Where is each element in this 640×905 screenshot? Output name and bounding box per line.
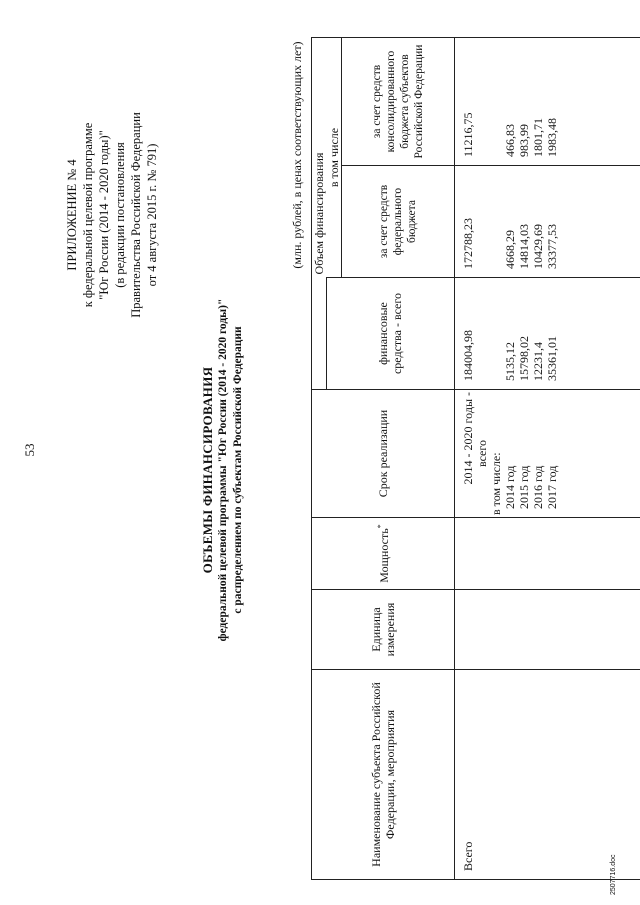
row-period	[454, 390, 640, 518]
value-line: 15798,02	[516, 336, 531, 381]
header-including: в том числе	[327, 38, 342, 278]
period-line: 2016 год	[530, 465, 545, 509]
period-line: всего	[474, 439, 489, 468]
header-federal-budget: за счет средств федерального бюджета	[341, 166, 454, 278]
value-line: 5135,12	[502, 342, 517, 381]
capacity-footnote-mark: *	[376, 524, 386, 529]
header-period: Срок реализации	[312, 390, 455, 518]
value-line: 11216,75	[460, 112, 475, 157]
document-subtitle: федеральной целевой программы "Юг России (2014 - 2020 годы)"	[217, 298, 229, 642]
period-line: 2017 год	[544, 465, 559, 509]
table-row-total	[454, 38, 640, 880]
row-name: Всего	[454, 670, 640, 880]
header-capacity: Мощность*	[312, 518, 455, 590]
value-line: 466,83	[502, 124, 517, 157]
document-title: ОБЪЕМЫ ФИНАНСИРОВАНИЯ	[200, 366, 215, 574]
appendix-header	[64, 65, 160, 365]
appendix-line: к федеральной целевой программе	[81, 122, 95, 308]
appendix-line: "Юг России (2014 - 2020 годы)"	[97, 130, 111, 300]
row-total-funds	[454, 278, 640, 390]
value-line: 983,99	[516, 124, 531, 157]
value-line: 14814,03	[516, 224, 531, 269]
value-line: 12231,4	[530, 342, 545, 381]
row-unit	[454, 590, 640, 670]
value-line: 35361,01	[544, 336, 559, 381]
value-line: 33377,53	[544, 224, 559, 269]
header-total-funds: финансовые средства - всего	[327, 278, 455, 390]
header-unit: Единица измерения	[312, 590, 455, 670]
document-subtitle: с распределением по субъектам Российской Федерации	[232, 326, 244, 614]
value-line: 1983,48	[544, 118, 559, 157]
units-note: (млн. рублей, в ценах соответствующих лет)	[290, 41, 304, 269]
appendix-line: (в редакции постановления	[113, 142, 127, 288]
period-line: 2014 - 2020 годы -	[460, 392, 475, 485]
row-federal-budget	[454, 166, 640, 278]
appendix-line: ПРИЛОЖЕНИЕ № 4	[65, 159, 79, 271]
value-line: 4668,29	[502, 230, 517, 269]
financing-table	[311, 37, 640, 880]
title-block	[200, 260, 246, 680]
value-line: 1801,71	[530, 118, 545, 157]
value-line: 10429,69	[530, 224, 545, 269]
period-line: 2014 год	[502, 465, 517, 509]
period-line: в том числе:	[488, 452, 503, 515]
page-number: 53	[22, 443, 37, 457]
footer-file-code: 2507716.doc	[610, 854, 617, 895]
header-name: Наименование субъекта Российской Федерации, мероприятия	[312, 670, 455, 880]
row-capacity	[454, 518, 640, 590]
appendix-line: Правительства Российской Федерации	[129, 112, 143, 318]
header-funding-volume: Объем финансирования	[312, 38, 327, 390]
row-consolidated-budget	[454, 38, 640, 166]
value-line: 184004,98	[460, 330, 475, 381]
period-line: 2015 год	[516, 465, 531, 509]
appendix-line: от 4 августа 2015 г. № 791)	[145, 143, 159, 287]
value-line: 172788,23	[460, 218, 475, 269]
header-consolidated-budget: за счет средств консолидированного бюджета субъектов Российской Федерации	[341, 38, 454, 166]
